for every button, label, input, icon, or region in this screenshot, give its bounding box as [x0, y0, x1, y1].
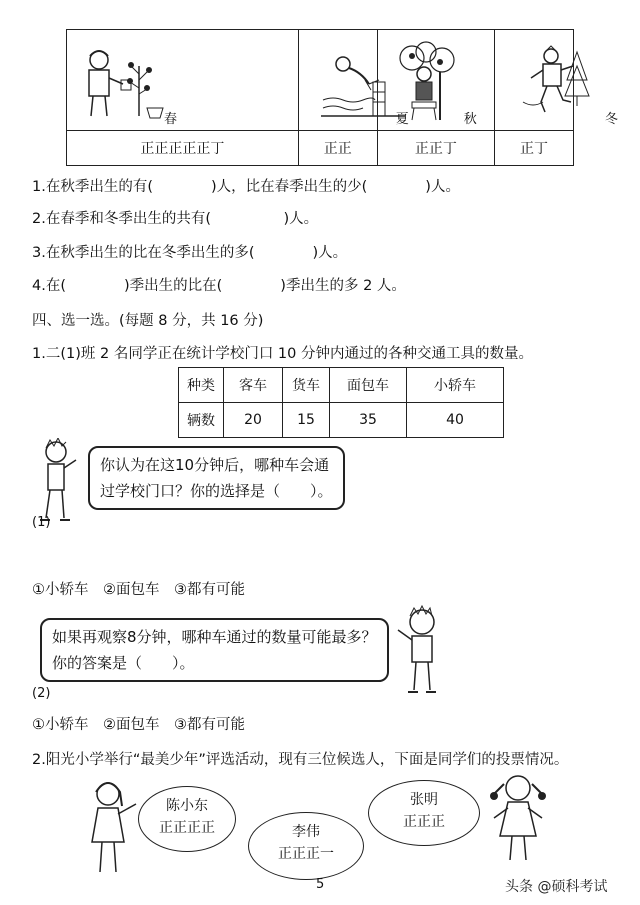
candidate-name: 陈小东 [166, 798, 208, 814]
tally-summer: 正正 [298, 131, 377, 166]
question-3: 3.在秋季出生的比在冬季出生的多( )人。 [32, 245, 348, 261]
tally-spring: 正正正正正丁 [67, 131, 299, 166]
header-cell: 种类 [179, 368, 224, 403]
season-label-winter: 冬 [604, 112, 618, 127]
boy-icon [36, 438, 84, 526]
sub2-options: ①小轿车 ②面包车 ③都有可能 [32, 717, 245, 733]
candidate-name: 李伟 [292, 824, 320, 840]
speech-bubble-1 [88, 446, 345, 510]
tally-winter: 正丁 [494, 131, 573, 166]
bubble-2-line-2: 你的答案是（ ）。 [52, 654, 195, 672]
season-label-spring: 春 [164, 112, 178, 127]
q1-intro: 1.二(1)班 2 名同学正在统计学校门口 10 分钟内通过的各种交通工具的数量。 [32, 346, 533, 362]
header-cell: 面包车 [330, 368, 407, 403]
child-watering-tree-icon [77, 44, 167, 122]
spring-cell [67, 30, 299, 131]
sub1-label: (1) [32, 515, 51, 530]
child-skating-icon [519, 44, 599, 120]
value-cell: 20 [224, 403, 283, 438]
header-cell: 客车 [224, 368, 283, 403]
season-table [66, 29, 618, 166]
tally-autumn: 正正丁 [377, 131, 494, 166]
boy-icon [392, 604, 448, 696]
candidate-tally: 正正正正 [159, 820, 215, 836]
header-cell: 货车 [283, 368, 330, 403]
watermark: 头条 @硕科考试 [505, 879, 608, 895]
summer-cell [298, 30, 409, 131]
winter-cell [494, 30, 618, 131]
candidate-tally: 正正正 [403, 814, 445, 830]
sub1-options: ①小轿车 ②面包车 ③都有可能 [32, 582, 245, 598]
question-4: 4.在( )季出生的比在( )季出生的多 2 人。 [32, 278, 406, 294]
question-1: 1.在秋季出生的有( )人，比在春季出生的少( )人。 [32, 179, 460, 195]
value-cell: 40 [407, 403, 504, 438]
candidate-cloud-3 [368, 780, 480, 846]
sub2-label: (2) [32, 686, 51, 701]
question-2: 2.在春季和冬季出生的共有( )人。 [32, 211, 319, 227]
candidate-cloud-2 [248, 812, 364, 880]
bubble-1-line-1: 你认为在这10分钟后，哪种车会通 [100, 456, 330, 474]
bubble-2-line-1: 如果再观察8分钟，哪种车通过的数量可能最多？ [52, 628, 377, 646]
season-label-summer: 夏 [395, 112, 409, 127]
candidate-tally: 正正正一 [278, 846, 334, 862]
section-heading: 四、选一选。(每题 8 分，共 16 分) [32, 313, 264, 329]
candidate-name: 张明 [410, 792, 438, 808]
q2-intro: 2.阳光小学举行“最美少年”评选活动，现有三位候选人，下面是同学们的投票情况。 [32, 752, 569, 768]
season-label-autumn: 秋 [463, 112, 477, 127]
value-cell: 35 [330, 403, 407, 438]
row-label: 辆数 [179, 403, 224, 438]
girl-icon [486, 770, 550, 868]
traffic-table [178, 367, 504, 438]
candidate-cloud-1 [138, 786, 236, 852]
header-cell: 小轿车 [407, 368, 504, 403]
value-cell: 15 [283, 403, 330, 438]
girl-icon [84, 778, 144, 878]
bubble-1-line-2: 过学校门口？你的选择是（ ）。 [100, 482, 333, 500]
speech-bubble-2 [40, 618, 389, 682]
autumn-cell [377, 30, 494, 131]
page-number: 5 [316, 877, 325, 892]
